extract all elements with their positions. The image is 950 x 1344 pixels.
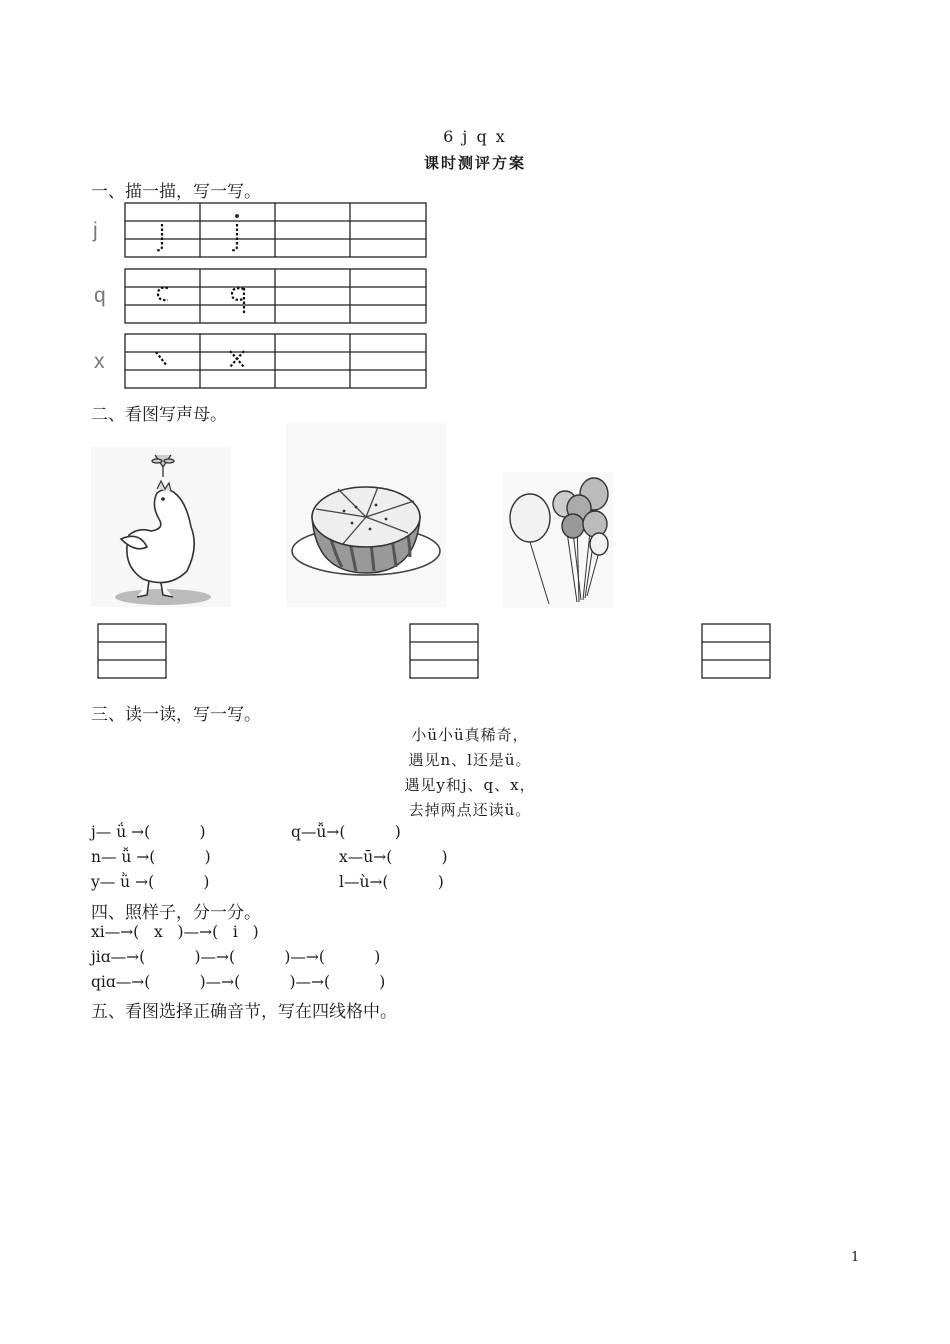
letter-q: q (94, 284, 106, 307)
poem-line: 遇见y和j、q、x， (404, 776, 536, 794)
exercise-l[interactable]: l—ù→( ) (339, 873, 444, 891)
answer-grid-watermelon[interactable] (409, 623, 481, 681)
lesson-title: 6 j q x (443, 127, 507, 146)
watermelon-image (286, 423, 446, 607)
exercise-j[interactable]: j— ǘ →( ) (91, 823, 206, 841)
section3-heading: 三、读一读，写一写。 (91, 705, 261, 725)
split-exercise-jia[interactable]: jiɑ—→( )—→( )—→( ) (91, 948, 381, 966)
answer-grid-balloons[interactable] (701, 623, 773, 681)
section1-writing-grids[interactable] (124, 202, 428, 392)
grid-row-q (125, 269, 426, 323)
trace-j-2 (232, 224, 237, 250)
chicken-image (91, 447, 231, 607)
exercise-y[interactable]: y— ǜ →( ) (91, 873, 210, 891)
letter-x: x (94, 350, 105, 373)
trace-x-1 (156, 352, 167, 366)
split-exercise-qia[interactable]: qiɑ—→( )—→( )—→( ) (91, 973, 386, 991)
trace-q-1 (158, 288, 168, 301)
poem-line: 小ü小ü真稀奇， (411, 726, 529, 744)
exercise-n[interactable]: n— ǚ →( ) (91, 848, 211, 866)
balloons-image (503, 472, 613, 608)
poem-line: 遇见n、l还是ü。 (408, 751, 532, 769)
exercise-x[interactable]: x—ū→( ) (339, 848, 448, 866)
trace-j-1 (157, 224, 162, 250)
section2-heading: 二、看图写声母。 (91, 405, 227, 425)
section1-heading: 一、描一描，写一写。 (91, 182, 261, 202)
trace-x-2 (230, 351, 244, 367)
section4-heading: 四、照样子，分一分。 (91, 903, 261, 923)
section5-heading: 五、看图选择正确音节，写在四线格中。 (91, 1002, 397, 1022)
answer-grid-chicken[interactable] (97, 623, 169, 681)
exercise-q[interactable]: q—ǚ→( ) (291, 823, 401, 841)
trace-q-2 (232, 288, 244, 314)
lesson-subtitle: 课时测评方案 (423, 154, 526, 172)
split-example-xi: xi—→( x )—→( i ) (91, 923, 259, 941)
letter-j: j (93, 219, 98, 242)
poem-line: 去掉两点还读ü。 (408, 801, 532, 819)
grid-row-j (125, 203, 426, 257)
grid-row-x (125, 334, 426, 388)
page-number: 1 (851, 1250, 860, 1265)
